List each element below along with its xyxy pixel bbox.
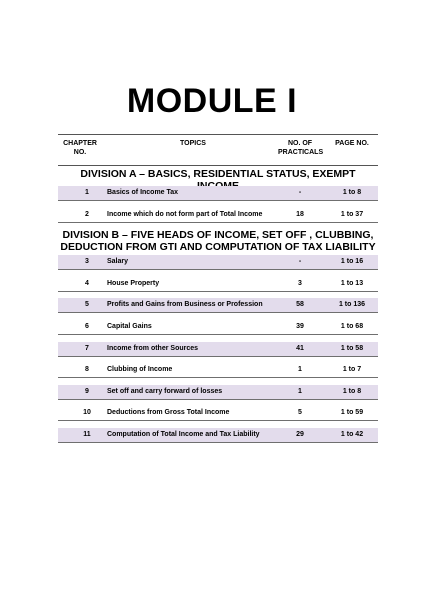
- row-practicals: 29: [296, 430, 304, 438]
- row-pages: 1 to 16: [340, 258, 364, 266]
- row-chapter: 1: [85, 189, 89, 196]
- row-chapter: 6: [85, 322, 89, 330]
- row-chapter: 4: [85, 279, 89, 287]
- row-topic: Income from other Sources: [107, 344, 199, 352]
- header-chapter-no: CHAPTER NO.: [63, 140, 97, 156]
- row-practicals: 3: [298, 279, 302, 287]
- table-row: [58, 385, 378, 400]
- row-practicals: 18: [296, 210, 304, 218]
- row-chapter: 7: [85, 344, 89, 352]
- row-practicals: 5: [298, 409, 302, 417]
- table-row: [58, 342, 378, 357]
- row-practicals: 41: [296, 344, 304, 352]
- row-practicals: 58: [296, 301, 304, 309]
- header-topics: TOPICS: [180, 140, 206, 147]
- table-row: [58, 298, 378, 313]
- row-chapter: 2: [85, 210, 89, 218]
- row-topic: Basics of Income Tax: [107, 189, 179, 196]
- row-pages: 1 to 37: [340, 210, 364, 218]
- contents-table: [58, 134, 378, 450]
- row-chapter: 11: [83, 430, 91, 438]
- header-no-of-practicals: NO. OF PRACTICALS: [278, 140, 324, 156]
- row-pages: 1 to 136: [338, 301, 366, 309]
- row-topic: Income which do not form part of Total Income: [107, 210, 263, 218]
- row-chapter: 5: [85, 301, 89, 309]
- table-row: [58, 363, 378, 378]
- table-row: [58, 406, 378, 421]
- row-topic: Capital Gains: [107, 322, 152, 330]
- table-row: [58, 320, 378, 335]
- row-pages: 1 to 68: [340, 322, 364, 330]
- row-pages: 1 to 58: [340, 344, 364, 352]
- row-topic: House Property: [107, 279, 160, 287]
- row-topic: Profits and Gains from Business or Profession: [107, 301, 263, 309]
- row-pages: 1 to 59: [340, 409, 364, 417]
- row-practicals: 1: [298, 366, 302, 374]
- row-pages: 1 to 13: [340, 279, 364, 287]
- row-topic: Deductions from Gross Total Income: [107, 409, 230, 417]
- row-topic: Computation of Total Income and Tax Liability: [107, 430, 260, 438]
- division-b-heading: DIVISION B – FIVE HEADS OF INCOME, SET OFF , CLUBBING, DEDUCTION FROM GTI AND COMPUTATION OF TAX LIABILITY: [60, 229, 376, 254]
- row-pages: 1 to 8: [342, 387, 362, 395]
- table-row: [58, 277, 378, 292]
- row-pages: 1 to 7: [342, 366, 362, 374]
- page-title: MODULE I: [126, 82, 298, 120]
- row-chapter: 8: [85, 366, 89, 374]
- header-page-no: PAGE NO.: [335, 140, 369, 147]
- table-header: [58, 134, 378, 166]
- row-chapter: 9: [85, 387, 89, 395]
- row-chapter: 3: [85, 258, 89, 266]
- row-topic: Clubbing of Income: [107, 366, 173, 374]
- row-pages: 1 to 8: [342, 189, 362, 196]
- table-row: [58, 428, 378, 443]
- table-row: [58, 255, 378, 270]
- row-practicals: -: [298, 258, 302, 266]
- row-topic: Salary: [107, 258, 129, 266]
- division-a-heading: DIVISION A – BASICS, RESIDENTIAL STATUS, EXEMPT: [80, 168, 356, 180]
- row-chapter: 10: [83, 409, 91, 417]
- row-practicals: 39: [296, 322, 304, 330]
- row-practicals: 1: [298, 387, 302, 395]
- row-topic: Set off and carry forward of losses: [107, 387, 223, 395]
- table-row: [58, 208, 378, 223]
- row-practicals: -: [298, 189, 302, 196]
- row-pages: 1 to 42: [340, 430, 364, 438]
- table-row: [58, 186, 378, 201]
